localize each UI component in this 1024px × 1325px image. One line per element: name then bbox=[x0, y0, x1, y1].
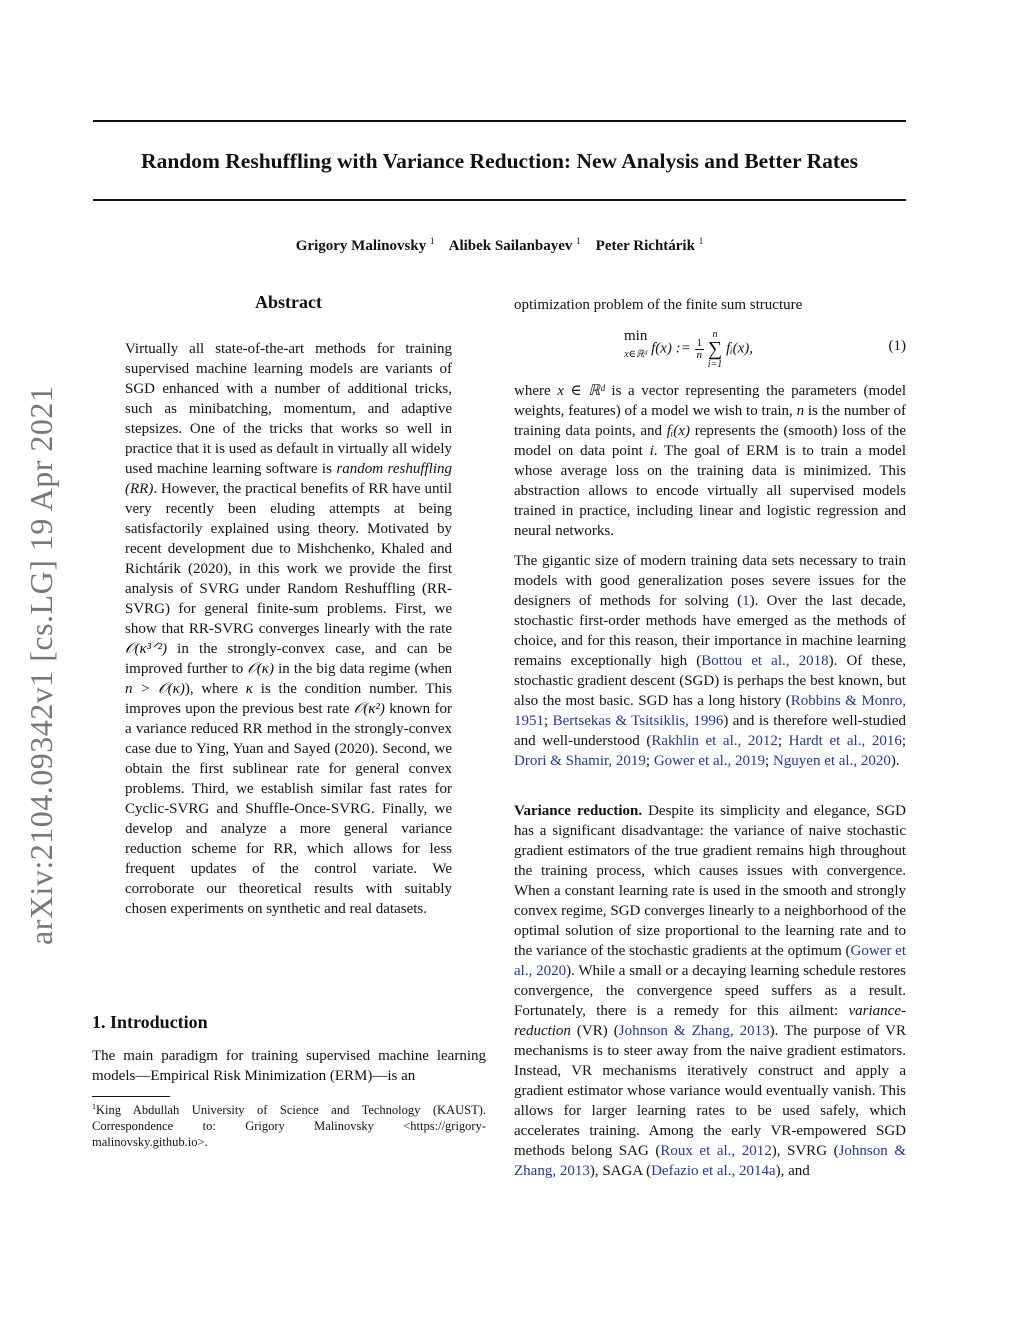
footnote-rule bbox=[92, 1096, 170, 1097]
title-top-rule bbox=[93, 120, 906, 122]
intro-paragraph: The main paradigm for training supervised machine learning models—Empirical Risk Minimization (ERM)—is an bbox=[92, 1048, 486, 1084]
abstract-heading: Abstract bbox=[255, 292, 322, 312]
author-list bbox=[93, 236, 906, 255]
citation-link[interactable]: Robbins & Monro, 1951 bbox=[514, 693, 906, 729]
paper-title: Random Reshuffling with Variance Reduction: New Analysis and Better Rates bbox=[141, 149, 858, 173]
citation-link[interactable]: Gower et al., 2020 bbox=[514, 943, 906, 979]
footnote: $^1$King Abdullah University of Science and Technology (KAUST). Correspondence to: Grigory Malinovsky <https://grigory-malinovsky.github.io>. bbox=[92, 1102, 486, 1150]
right-paragraph-2: The gigantic size of modern training data sets necessary to train models with good generalization poses severe issues for the designers of methods for solving (1). Over the last decade, stochastic first-order methods have emerged as the methods of choice, and for this reason, their importance in machine learning remains exceptionally high (Bottou et al., 2018). Of these, stochastic gradient descent (SGD) is perhaps the best known, but also the most basic. SGD has a long history (Robbins & Monro, 1951; Bertsekas & Tsitsiklis, 1996) and is therefore well-studied and well-understood (Rakhlin et al., 2012; Hardt et al., 2016; Drori & Shamir, 2019; Gower et al., 2019; Nguyen et al., 2020). bbox=[514, 553, 907, 769]
author-affiliation-mark: 1 bbox=[429, 236, 435, 246]
citation-link[interactable]: Drori & Shamir, 2019 bbox=[514, 753, 646, 769]
abstract-text: Virtually all state-of-the-art methods for training supervised machine learning models are variants of SGD enhanced with a number of additional tricks, such as minibatching, momentum, and adaptive stepsizes. One of the tricks that works so well in practice that it is used as default in virtually all widely used machine learning software is random reshuffling (RR). However, the practical benefits of RR have until very recently been eluding attempts at being satisfactorily explained using theory. Motivated by recent development due to Mishchenko, Khaled and Richtárik (2020), in this work we provide the first analysis of SVRG under Random Reshuffling (RR-SVRG) for general finite-sum problems. First, we show that RR-SVRG converges linearly with the rate 𝒪(κ³ᐟ²) in the strongly-convex case, and can be improved further to 𝒪(κ) in the big data regime (when n > 𝒪(κ)), where κ is the condition number. This improves upon the previous best rate 𝒪(κ²) known for a variance reduced RR method in the strongly-convex case due to Ying, Yuan and Sayed (2020). Second, we obtain the first sublinear rate for general convex problems. Third, we establish similar fast rates for Cyclic-SVRG and Shuffle-Once-SVRG. Finally, we develop and analyze a more general variance reduction scheme for RR, which allows for less frequent updates of the control variate. We corroborate our theoretical results with suitably chosen experiments on synthetic and real datasets. bbox=[125, 341, 453, 917]
right-paragraph-0: optimization problem of the finite sum structure bbox=[514, 297, 803, 313]
author-affiliation-mark: 1 bbox=[576, 236, 581, 246]
citation-link[interactable]: Hardt et al., 2016 bbox=[788, 733, 902, 749]
citation-link[interactable]: Bottou et al., 2018 bbox=[701, 653, 829, 669]
title-bottom-rule bbox=[93, 199, 906, 201]
citation-link[interactable]: Johnson & Zhang, 2013 bbox=[514, 1143, 906, 1179]
section-heading-introduction: 1. Introduction bbox=[92, 1012, 208, 1032]
citation-link[interactable]: Roux et al., 2012 bbox=[660, 1143, 772, 1159]
equation-ref-link[interactable]: 1 bbox=[742, 593, 750, 609]
right-paragraph-3: Variance reduction. Despite its simplicity and elegance, SGD has a significant disadvantage: the variance of naive stochastic gradient estimators of the true gradient remains high throughout the training process, which causes issues with convergence. When a constant learning rate is used in the smooth and strongly convex regime, SGD converges linearly to a neighborhood of the optimal solution of size proportional to the learning rate and to the variance of the stochastic gradients at the optimum (Gower et al., 2020). While a small or a decaying learning schedule restores convergence, the convergence speed suffers as a result. Fortunately, there is a remedy for this ailment: variance-reduction (VR) (Johnson & Zhang, 2013). The purpose of VR mechanisms is to steer away from the naive gradient estimators. Instead, VR mechanisms iteratively construct and apply a gradient estimator whose variance would eventually vanish. This allows for larger learning rates to be used safely, which accelerates training. Among the early VR-empowered SGD methods belong SAG (Roux et al., 2012), SVRG (Johnson & Zhang, 2013), SAGA (Defazio et al., 2014a), and bbox=[514, 803, 906, 1179]
citation-link[interactable]: Bertsekas & Tsitsiklis, 1996 bbox=[552, 713, 724, 729]
author-name: Peter Richtárik bbox=[595, 238, 695, 254]
author-name: Grigory Malinovsky bbox=[295, 238, 427, 254]
citation-link[interactable]: Rakhlin et al., 2012 bbox=[651, 733, 778, 749]
paragraph-heading-variance-reduction: Variance reduction. bbox=[514, 803, 643, 819]
right-paragraph-1: where x ∈ ℝᵈ is a vector representing the parameters (model weights, features) of a model we wish to train, n is the number of training data points, and fᵢ(x) represents the (smooth) loss of the model on data point i. The goal of ERM is to train a model whose average loss on the training data is minimized. This abstraction allows to encode virtually all supervised models trained in practice, including linear and logistic regression and neural networks. bbox=[514, 383, 907, 539]
author-name: Alibek Sailanbayev bbox=[448, 238, 573, 254]
arxiv-identifier: arXiv:2104.09342v1 [cs.LG] 19 Apr 2021 bbox=[23, 385, 59, 945]
citation-link[interactable]: Nguyen et al., 2020 bbox=[772, 753, 891, 769]
citation-link[interactable]: Defazio et al., 2014a bbox=[651, 1163, 776, 1179]
citation-link[interactable]: Gower et al., 2019 bbox=[653, 753, 766, 769]
author-affiliation-mark: 1 bbox=[698, 236, 704, 246]
equation-number: (1) bbox=[888, 338, 906, 354]
citation-link[interactable]: Johnson & Zhang, 2013 bbox=[618, 1023, 770, 1039]
equation-1: min x∈ℝᵈ f(x) := $\frac{1}{n}$ n ∑ i=1 fᵢ(x), (1) bbox=[624, 328, 906, 370]
